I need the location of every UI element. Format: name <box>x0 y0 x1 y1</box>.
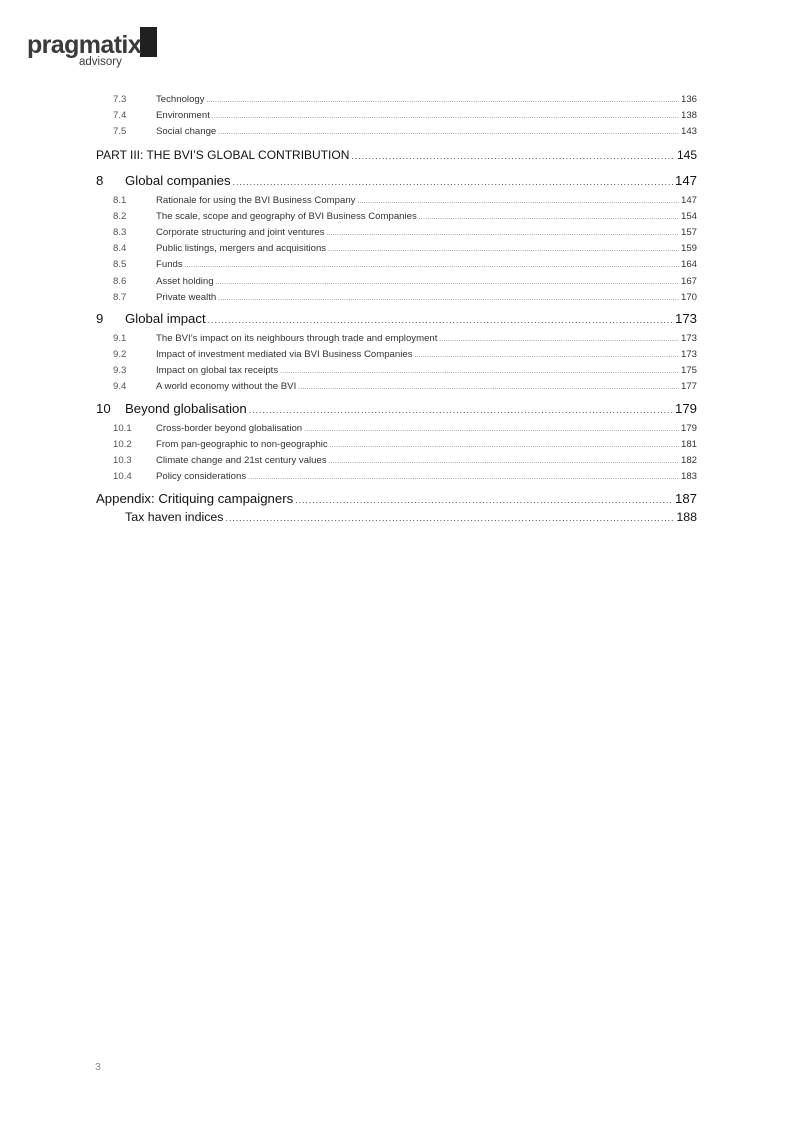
logo-subtitle: advisory <box>79 56 122 68</box>
toc-entry-8-5[interactable] <box>96 259 697 275</box>
dot-leader <box>295 495 673 505</box>
toc-entry-number: 7.4 <box>113 110 127 122</box>
dot-leader <box>329 459 679 465</box>
toc-entry-10-3[interactable] <box>96 455 697 471</box>
toc-entry-number: 10.2 <box>113 438 132 450</box>
toc-chapter-page: 179 <box>674 400 697 416</box>
toc-entry-page: 147 <box>680 194 697 206</box>
toc-entry-page: 182 <box>680 455 697 466</box>
toc-entry-page: 143 <box>680 126 697 138</box>
toc-entry-title: Private wealth <box>156 291 217 303</box>
dot-leader <box>330 443 679 449</box>
toc-entry-page: 164 <box>680 259 697 271</box>
dot-leader <box>419 215 679 221</box>
toc-entry-page: 183 <box>680 471 697 483</box>
toc-appendix-page: 187 <box>674 491 697 507</box>
pragmatix-logo <box>27 27 162 72</box>
toc-entry-page: 181 <box>680 438 697 450</box>
table-of-contents <box>96 94 697 528</box>
toc-part-title: PART III: THE BVI’S GLOBAL CONTRIBUTION <box>96 147 350 162</box>
toc-entry-page: 159 <box>680 243 697 255</box>
toc-entry-9-3[interactable] <box>96 365 697 381</box>
toc-entry-title: From pan-geographic to non-geographic <box>156 438 328 450</box>
dot-leader <box>248 475 679 481</box>
toc-entry-8-6[interactable] <box>96 276 697 292</box>
toc-entry-title: Environment <box>156 110 210 122</box>
dot-leader <box>351 151 675 161</box>
toc-chapter-title: Global companies <box>125 172 231 188</box>
dot-leader <box>415 353 679 359</box>
dot-leader <box>327 231 679 237</box>
toc-entry-number: 9.4 <box>113 381 127 393</box>
dot-leader <box>218 296 679 302</box>
toc-entry-page: 177 <box>680 381 697 393</box>
toc-entry-number: 10.1 <box>113 422 132 434</box>
toc-entry-page: 173 <box>680 332 697 344</box>
logo-square <box>140 27 157 57</box>
toc-entry-8-3[interactable] <box>96 227 697 243</box>
dot-leader <box>249 405 673 415</box>
toc-entry-title: Funds <box>156 259 183 271</box>
toc-entry-title: Rationale for using the BVI Business Company <box>156 194 356 206</box>
toc-chapter-number: 8 <box>96 172 104 188</box>
toc-entry-9-2[interactable] <box>96 349 697 365</box>
dot-leader <box>328 247 679 253</box>
toc-entry-page: 175 <box>680 365 697 377</box>
dot-leader <box>208 315 673 325</box>
toc-entry-page: 136 <box>680 94 697 105</box>
toc-chapter-8[interactable] <box>96 173 697 195</box>
toc-entry-number: 8.7 <box>113 291 127 303</box>
toc-chapter-title: Global impact <box>125 310 206 326</box>
toc-chapter-title: Beyond globalisation <box>125 400 247 416</box>
toc-entry-title: Impact on global tax receipts <box>156 365 279 377</box>
toc-entry-10-2[interactable] <box>96 439 697 455</box>
toc-entry-number: 7.3 <box>113 94 127 105</box>
toc-entry-number: 9.2 <box>113 349 127 361</box>
toc-appendix-title: Appendix: Critiquing campaigners <box>96 491 294 507</box>
dot-leader <box>298 385 679 391</box>
toc-chapter-page: 173 <box>674 310 697 326</box>
toc-entry-9-1[interactable] <box>96 333 697 349</box>
toc-entry-number: 8.3 <box>113 226 127 238</box>
dot-leader <box>185 263 679 269</box>
dot-leader <box>226 513 675 523</box>
toc-entry-page: 167 <box>680 275 697 287</box>
toc-entry-title: Public listings, mergers and acquisitions <box>156 243 327 255</box>
logo-wordmark: pragmatix <box>27 31 142 59</box>
toc-entry-number: 8.5 <box>113 259 127 271</box>
toc-entry-number: 8.2 <box>113 210 127 222</box>
toc-appendix-entry-title: Tax haven indices <box>125 510 224 525</box>
toc-entry-number: 10.3 <box>113 455 132 466</box>
toc-entry-title: Policy considerations <box>156 471 247 483</box>
toc-entry-page: 179 <box>680 422 697 434</box>
toc-entry-title: Asset holding <box>156 275 214 287</box>
toc-entry-8-1[interactable] <box>96 195 697 211</box>
dot-leader <box>280 369 679 375</box>
toc-entry-7-4[interactable] <box>96 110 697 126</box>
toc-entry-title: A world economy without the BVI <box>156 381 297 393</box>
toc-entry-title: The scale, scope and geography of BVI Business Companies <box>156 210 417 222</box>
toc-entry-number: 9.1 <box>113 332 127 344</box>
toc-entry-page: 138 <box>680 110 697 122</box>
dot-leader <box>439 337 679 343</box>
toc-entry-page: 154 <box>680 210 697 222</box>
dot-leader <box>207 98 679 104</box>
toc-entry-page: 170 <box>680 291 697 303</box>
dot-leader <box>216 280 679 286</box>
toc-entry-7-5[interactable] <box>96 126 697 142</box>
toc-appendix[interactable] <box>96 491 697 510</box>
toc-chapter-10[interactable] <box>96 401 697 423</box>
toc-entry-title: Climate change and 21st century values <box>156 455 327 466</box>
toc-part-page: 145 <box>676 147 697 162</box>
toc-entry-number: 10.4 <box>113 471 132 483</box>
toc-entry-number: 8.1 <box>113 194 127 206</box>
toc-part-iii[interactable] <box>96 148 697 170</box>
toc-entry-number: 7.5 <box>113 126 127 138</box>
toc-entry-title: Technology <box>156 94 205 105</box>
dot-leader <box>357 199 679 205</box>
toc-chapter-page: 147 <box>674 172 697 188</box>
toc-entry-10-4[interactable] <box>96 471 697 487</box>
toc-entry-8-2[interactable] <box>96 211 697 227</box>
toc-entry-title: Cross-border beyond globalisation <box>156 422 303 434</box>
dot-leader <box>233 177 673 187</box>
toc-appendix-entry[interactable] <box>96 510 697 528</box>
toc-entry-page: 173 <box>680 349 697 361</box>
dot-leader <box>218 130 679 136</box>
toc-entry-title: Corporate structuring and joint ventures <box>156 226 325 238</box>
toc-entry-10-1[interactable] <box>96 423 697 439</box>
toc-appendix-entry-page: 188 <box>676 510 697 525</box>
dot-leader <box>212 114 679 120</box>
toc-entry-number: 8.4 <box>113 243 127 255</box>
toc-entry-7-3[interactable] <box>96 94 697 110</box>
toc-entry-title: The BVI’s impact on its neighbours through trade and employment <box>156 332 438 344</box>
dot-leader <box>304 427 679 433</box>
toc-entry-title: Impact of investment mediated via BVI Business Companies <box>156 349 413 361</box>
toc-chapter-9[interactable] <box>96 311 697 333</box>
toc-entry-8-4[interactable] <box>96 243 697 259</box>
toc-entry-8-7[interactable] <box>96 292 697 308</box>
toc-entry-page: 157 <box>680 226 697 238</box>
page-number: 3 <box>95 1061 101 1073</box>
toc-chapter-number: 9 <box>96 310 104 326</box>
toc-chapter-number: 10 <box>96 400 111 416</box>
toc-entry-number: 8.6 <box>113 275 127 287</box>
toc-entry-title: Social change <box>156 126 217 138</box>
toc-entry-number: 9.3 <box>113 365 127 377</box>
toc-entry-9-4[interactable] <box>96 381 697 397</box>
